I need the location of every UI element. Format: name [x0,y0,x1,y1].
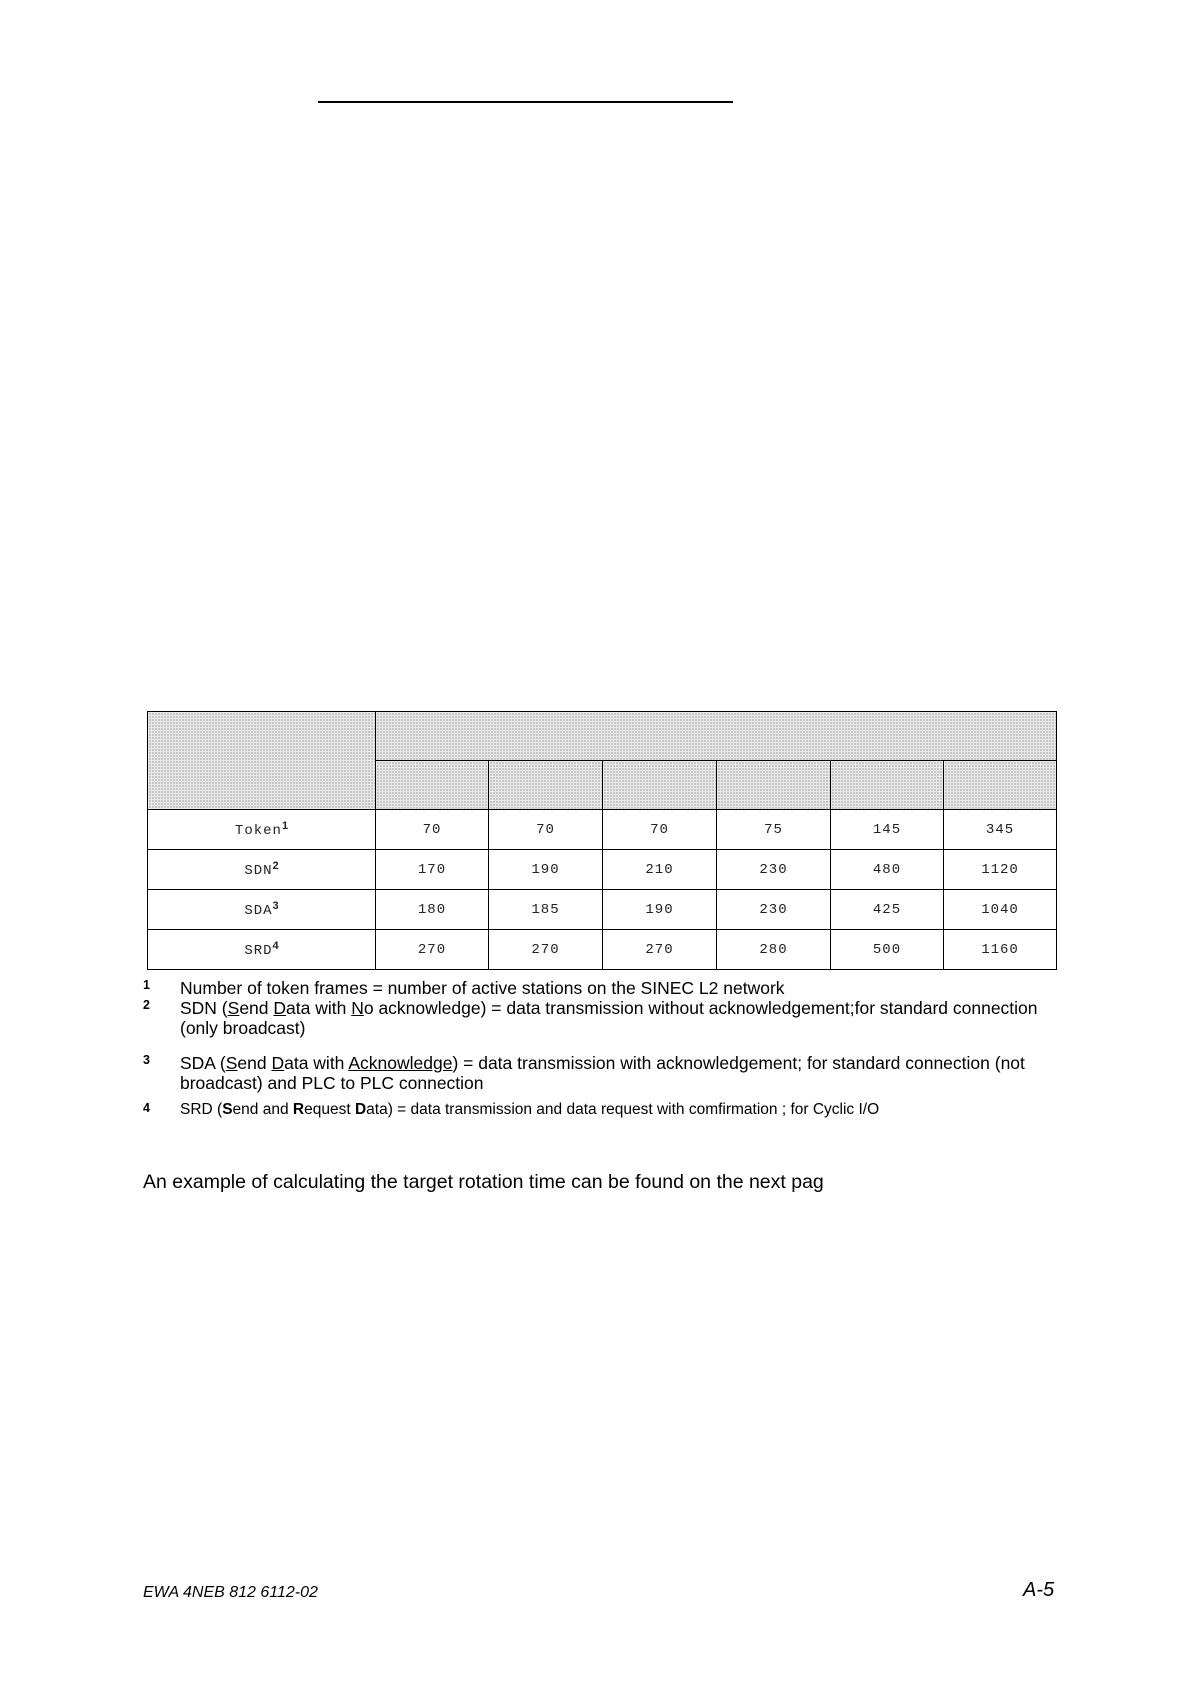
subheader-cell [717,761,831,810]
example-paragraph: An example of calculating the target rotation time can be found on the next pag [143,1171,824,1193]
table-header-row [148,712,1057,761]
table-cell: 190 [603,890,717,930]
header-corner-cell [148,712,376,810]
table-cell: 170 [376,850,489,890]
table-cell: 500 [831,930,944,970]
table-cell: 185 [489,890,603,930]
table-cell: 1120 [944,850,1057,890]
table-cell: 70 [376,810,489,850]
row-label: SRD$^4$ [148,930,376,970]
table-cell: 230 [717,890,831,930]
table-cell: 345 [944,810,1057,850]
table-row-sdn [148,850,1057,890]
footnote-1 [143,978,1063,998]
table-row-token [148,810,1057,850]
footnotes [143,978,1063,1120]
table-cell: 210 [603,850,717,890]
header-span-cell [376,712,1057,761]
table-cell: 230 [717,850,831,890]
table-cell: 75 [717,810,831,850]
footnote-3: 3 SDA (Send Data with Acknowledge) = data transmission with acknowledgement; for standard connection (not broadcast) and PLC to PLC connection [143,1053,1063,1093]
footnote-text: Number of token frames = number of active stations on the SINEC L2 network [180,978,785,998]
footnote-number: 2 [143,998,150,1012]
table-cell: 70 [489,810,603,850]
table-cell: 1040 [944,890,1057,930]
subheader-cell [376,761,489,810]
row-label: Token$^1$ [148,810,376,850]
footnote-number: 1 [143,978,150,992]
table-row-srd [148,930,1057,970]
table-cell: 1160 [944,930,1057,970]
page-number: A-5 [1023,1579,1055,1601]
table-cell: 425 [831,890,944,930]
table-cell: 270 [489,930,603,970]
footnote-number: 3 [143,1053,150,1067]
table-cell: 70 [603,810,717,850]
subheader-cell [489,761,603,810]
table-cell: 280 [717,930,831,970]
table-cell: 270 [376,930,489,970]
document-id: EWA 4NEB 812 6112-02 [143,1584,318,1601]
subheader-cell [831,761,944,810]
table-cell: 270 [603,930,717,970]
table-cell: 480 [831,850,944,890]
footnote-2: 2 SDN (Send Data with No acknowledge) = data transmission without acknowledgement;for standard connection (only broadcast) [143,998,1063,1038]
subheader-cell [603,761,717,810]
table-cell: 180 [376,890,489,930]
subheader-cell [944,761,1057,810]
table-row-sda [148,890,1057,930]
footnote-4: 4 SRD (Send and Request Data) = data transmission and data request with comfirmation ; for Cyclic I/O [143,1100,1063,1120]
row-label: SDN$^2$ [148,850,376,890]
table-cell: 190 [489,850,603,890]
row-label: SDA$^3$ [148,890,376,930]
frame-times-table [147,711,1057,970]
footnote-number: 4 [143,1101,150,1115]
table-cell: 145 [831,810,944,850]
top-rule [318,101,733,103]
